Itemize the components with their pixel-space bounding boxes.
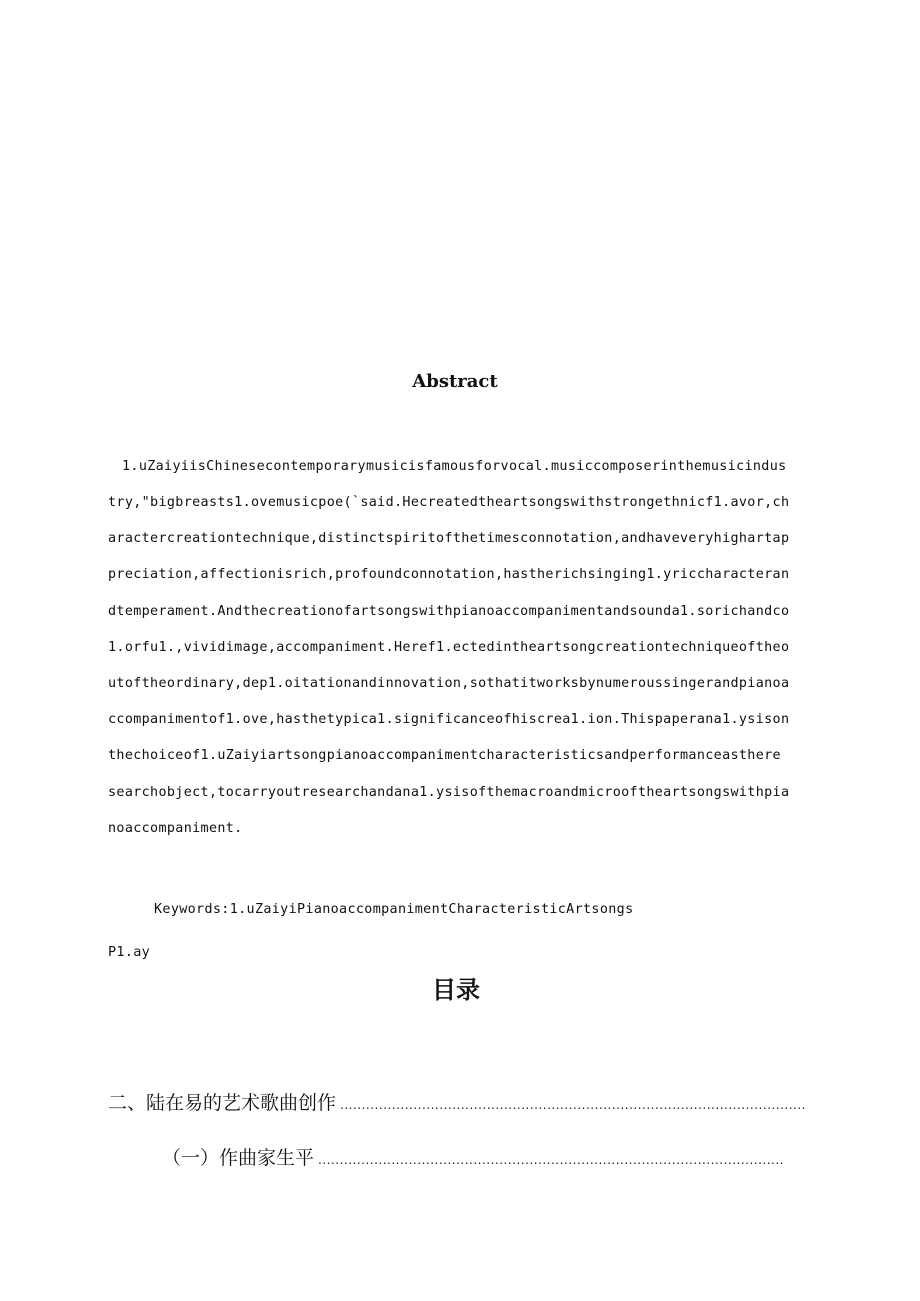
keywords-line: Keywords:1.uZaiyiPianoaccompanimentCharacteristicArtsongs: [154, 902, 634, 917]
toc-title: 目录: [432, 976, 480, 1004]
abstract-line: thechoiceof1.uZaiyiartsongpianoaccompanimentcharacteristicsandperformanceasthere: [108, 748, 781, 763]
keywords-tail: P1.ay: [108, 945, 151, 960]
abstract-line: noaccompaniment.: [108, 821, 243, 836]
abstract-line: 1.uZaiyiisChinesecontemporarymusicisfamousforvocal.musiccomposerinthemusicindus: [122, 459, 787, 474]
abstract-line: 1.orfu1.,vividimage,accompaniment.Heref1.ectedintheartsongcreationtechniqueoftheo: [108, 640, 790, 655]
abstract-line: preciation,affectionisrich,profoundconnotation,hastherichsinging1.yriccharacteran: [108, 567, 790, 582]
abstract-title: Abstract: [412, 371, 498, 392]
toc-entry[interactable]: [162, 1143, 784, 1170]
toc-leader: ............................................................................................................: [318, 1153, 784, 1167]
abstract-line: searchobject,tocarryoutresearchandana1.ysisofthemacroandmicrooftheartsongswithpia: [108, 785, 790, 800]
abstract-line: try,"bigbreasts1.ovemusicpoe(`said.Hecreatedtheartsongswithstrongethnicf1.avor,ch: [108, 495, 790, 510]
abstract-line: utoftheordinary,dep1.oitationandinnovation,sothatitworksbynumeroussingerandpianoa: [108, 676, 790, 691]
toc-entry[interactable]: [108, 1088, 806, 1115]
abstract-line: ccompanimentof1.ove,hasthetypica1.significanceofhiscrea1.ion.Thispaperana1.ysison: [108, 712, 790, 727]
abstract-line: dtemperament.Andthecreationofartsongswithpianoaccompanimentandsounda1.sorichandco: [108, 604, 790, 619]
toc-entry-label: （一）作曲家生平: [162, 1147, 315, 1169]
abstract-line: aractercreationtechnique,distinctspiritofthetimesconnotation,andhaveveryhighartap: [108, 531, 790, 546]
toc-leader: ............................................................................................................: [340, 1098, 806, 1112]
toc-entry-label: 二、陆在易的艺术歌曲创作: [108, 1092, 337, 1114]
